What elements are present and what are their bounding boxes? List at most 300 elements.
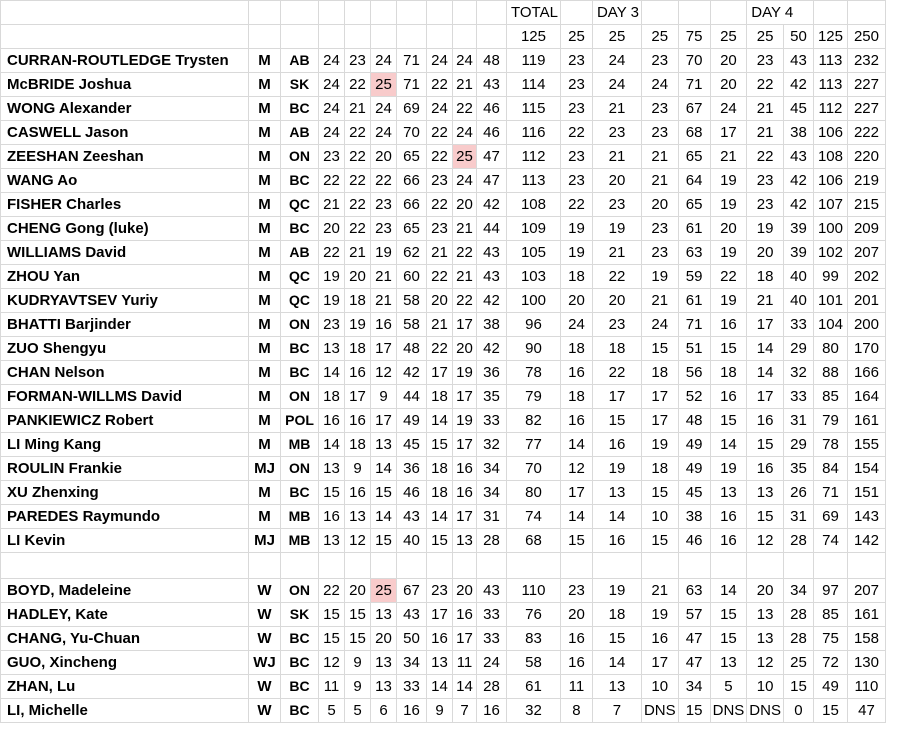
total-score[interactable]: 20 — [710, 73, 747, 97]
empty-cell[interactable] — [507, 553, 561, 579]
total-score[interactable]: 18 — [641, 457, 678, 481]
round-score[interactable]: 23 — [319, 145, 345, 169]
header-max-value[interactable]: 50 — [783, 25, 813, 49]
athlete-gender[interactable]: M — [249, 49, 281, 73]
total-score[interactable]: 17 — [560, 481, 592, 505]
round-score[interactable]: 21 — [453, 265, 477, 289]
round-score[interactable]: 17 — [427, 603, 453, 627]
total-score[interactable]: 20 — [641, 193, 678, 217]
total-score[interactable]: 59 — [678, 265, 710, 289]
total-score[interactable]: 43 — [783, 49, 813, 73]
round-score[interactable]: 23 — [371, 193, 397, 217]
round-score[interactable]: 19 — [453, 361, 477, 385]
total-score[interactable]: 22 — [747, 145, 784, 169]
athlete-province[interactable]: ON — [281, 313, 319, 337]
round-score[interactable]: 34 — [477, 457, 507, 481]
round-score[interactable]: 32 — [477, 433, 507, 457]
total-score[interactable]: 16 — [747, 409, 784, 433]
round-score[interactable]: 21 — [371, 289, 397, 313]
athlete-gender[interactable]: M — [249, 505, 281, 529]
round-score[interactable]: 44 — [397, 385, 427, 409]
round-score[interactable]: 14 — [427, 409, 453, 433]
total-score[interactable]: 23 — [560, 73, 592, 97]
athlete-province[interactable]: POL — [281, 409, 319, 433]
round-score[interactable]: 21 — [453, 217, 477, 241]
total-score[interactable]: 28 — [783, 529, 813, 553]
total-score[interactable]: 23 — [560, 49, 592, 73]
total-score[interactable]: 22 — [710, 265, 747, 289]
total-score[interactable]: 18 — [710, 361, 747, 385]
round-score[interactable]: 16 — [345, 409, 371, 433]
round-score[interactable]: 7 — [453, 699, 477, 723]
header-cell-empty[interactable] — [345, 1, 371, 25]
total-score[interactable]: 76 — [507, 603, 561, 627]
total-score[interactable]: 100 — [813, 217, 847, 241]
total-score[interactable]: 61 — [678, 289, 710, 313]
total-score[interactable]: 42 — [783, 169, 813, 193]
round-score[interactable]: 14 — [427, 505, 453, 529]
total-score[interactable]: 16 — [560, 409, 592, 433]
total-score[interactable]: 21 — [710, 145, 747, 169]
total-score[interactable]: 110 — [507, 579, 561, 603]
total-score[interactable]: 227 — [847, 97, 885, 121]
round-score[interactable]: 17 — [371, 337, 397, 361]
round-score[interactable]: 15 — [427, 433, 453, 457]
athlete-province[interactable]: BC — [281, 361, 319, 385]
athlete-gender[interactable]: MJ — [249, 457, 281, 481]
athlete-province[interactable]: SK — [281, 603, 319, 627]
round-score[interactable]: 42 — [477, 193, 507, 217]
total-score[interactable]: 20 — [560, 603, 592, 627]
total-score[interactable]: 42 — [783, 193, 813, 217]
round-score[interactable]: 9 — [345, 651, 371, 675]
athlete-province[interactable]: AB — [281, 121, 319, 145]
total-score[interactable]: 14 — [710, 579, 747, 603]
round-score[interactable]: 5 — [319, 699, 345, 723]
round-score[interactable]: 16 — [319, 505, 345, 529]
athlete-gender[interactable]: M — [249, 193, 281, 217]
round-score[interactable]: 22 — [345, 169, 371, 193]
round-score[interactable]: 22 — [319, 241, 345, 265]
athlete-name[interactable]: PANKIEWICZ Robert — [1, 409, 249, 433]
round-score[interactable]: 20 — [427, 289, 453, 313]
round-score[interactable]: 19 — [319, 289, 345, 313]
total-score[interactable]: 17 — [747, 385, 784, 409]
round-score[interactable]: 46 — [477, 97, 507, 121]
round-score[interactable]: 21 — [427, 313, 453, 337]
round-score[interactable]: 22 — [319, 579, 345, 603]
round-score[interactable]: 17 — [453, 313, 477, 337]
athlete-province[interactable]: MB — [281, 505, 319, 529]
total-score[interactable]: 74 — [507, 505, 561, 529]
round-score[interactable]: 22 — [345, 145, 371, 169]
round-score[interactable]: 24 — [319, 97, 345, 121]
total-score[interactable]: 142 — [847, 529, 885, 553]
round-score[interactable]: 15 — [319, 481, 345, 505]
round-score[interactable]: 16 — [477, 699, 507, 723]
total-score[interactable]: 24 — [560, 313, 592, 337]
total-score[interactable]: 19 — [710, 193, 747, 217]
round-score[interactable]: 24 — [319, 49, 345, 73]
total-score[interactable]: 20 — [592, 289, 641, 313]
round-score[interactable]: 9 — [345, 675, 371, 699]
total-score[interactable]: 38 — [678, 505, 710, 529]
round-score[interactable]: 16 — [453, 481, 477, 505]
round-score[interactable]: 16 — [427, 627, 453, 651]
header-max-value[interactable]: 75 — [678, 25, 710, 49]
total-score[interactable]: 19 — [592, 579, 641, 603]
athlete-gender[interactable]: M — [249, 169, 281, 193]
total-score[interactable]: 158 — [847, 627, 885, 651]
total-score[interactable]: 21 — [641, 579, 678, 603]
total-score[interactable]: 15 — [710, 337, 747, 361]
header-cell-empty[interactable] — [1, 1, 249, 25]
round-score[interactable]: 18 — [345, 433, 371, 457]
round-score[interactable]: 23 — [345, 49, 371, 73]
total-score[interactable]: 79 — [507, 385, 561, 409]
total-score[interactable]: 101 — [813, 289, 847, 313]
total-score[interactable]: 49 — [678, 457, 710, 481]
round-score[interactable]: 50 — [397, 627, 427, 651]
total-score[interactable]: 24 — [592, 49, 641, 73]
total-score[interactable]: 34 — [783, 579, 813, 603]
total-score[interactable]: 26 — [783, 481, 813, 505]
total-score[interactable]: 108 — [813, 145, 847, 169]
round-score[interactable]: 22 — [427, 73, 453, 97]
total-score[interactable]: 23 — [560, 169, 592, 193]
total-score[interactable]: 15 — [813, 699, 847, 723]
athlete-name[interactable]: WILLIAMS David — [1, 241, 249, 265]
round-score[interactable]: 25 — [371, 579, 397, 603]
round-score[interactable]: 17 — [427, 361, 453, 385]
round-score[interactable]: 48 — [477, 49, 507, 73]
total-score[interactable]: 97 — [813, 579, 847, 603]
athlete-province[interactable]: BC — [281, 337, 319, 361]
total-score[interactable]: 69 — [813, 505, 847, 529]
round-score[interactable]: 15 — [345, 603, 371, 627]
total-score[interactable]: 21 — [641, 145, 678, 169]
round-score[interactable]: 42 — [477, 289, 507, 313]
round-score[interactable]: 24 — [371, 97, 397, 121]
total-score[interactable]: DNS — [641, 699, 678, 723]
athlete-gender[interactable]: M — [249, 97, 281, 121]
round-score[interactable]: 22 — [345, 121, 371, 145]
round-score[interactable]: 71 — [397, 73, 427, 97]
total-score[interactable]: 17 — [710, 121, 747, 145]
total-score[interactable]: 82 — [507, 409, 561, 433]
round-score[interactable]: 42 — [397, 361, 427, 385]
round-score[interactable]: 19 — [345, 313, 371, 337]
total-score[interactable]: 18 — [560, 337, 592, 361]
athlete-gender[interactable]: M — [249, 289, 281, 313]
total-score[interactable]: 154 — [847, 457, 885, 481]
total-score[interactable]: 80 — [507, 481, 561, 505]
round-score[interactable]: 43 — [477, 241, 507, 265]
total-score[interactable]: DNS — [710, 699, 747, 723]
total-score[interactable]: 61 — [678, 217, 710, 241]
total-score[interactable]: 20 — [592, 169, 641, 193]
header-cell-empty[interactable] — [249, 1, 281, 25]
total-score[interactable]: 151 — [847, 481, 885, 505]
round-score[interactable]: 48 — [397, 337, 427, 361]
header-cell-empty[interactable] — [678, 1, 710, 25]
round-score[interactable]: 18 — [427, 385, 453, 409]
empty-cell[interactable] — [783, 553, 813, 579]
total-score[interactable]: 68 — [678, 121, 710, 145]
round-score[interactable]: 9 — [371, 385, 397, 409]
round-score[interactable]: 67 — [397, 579, 427, 603]
round-score[interactable]: 22 — [427, 121, 453, 145]
round-score[interactable]: 43 — [477, 73, 507, 97]
total-score[interactable]: 21 — [747, 121, 784, 145]
round-score[interactable]: 65 — [397, 217, 427, 241]
total-score[interactable]: 5 — [710, 675, 747, 699]
round-score[interactable]: 49 — [397, 409, 427, 433]
total-score[interactable]: 13 — [592, 675, 641, 699]
round-score[interactable]: 45 — [397, 433, 427, 457]
total-score[interactable]: 40 — [783, 289, 813, 313]
total-score[interactable]: 16 — [560, 627, 592, 651]
round-score[interactable]: 58 — [397, 289, 427, 313]
total-score[interactable]: 155 — [847, 433, 885, 457]
total-score[interactable]: 23 — [592, 313, 641, 337]
header-max-value[interactable]: 250 — [847, 25, 885, 49]
total-score[interactable]: 15 — [592, 409, 641, 433]
total-score[interactable]: 15 — [678, 699, 710, 723]
total-score[interactable]: 19 — [641, 433, 678, 457]
total-score[interactable]: 63 — [678, 579, 710, 603]
round-score[interactable]: 20 — [371, 145, 397, 169]
round-score[interactable]: 15 — [319, 603, 345, 627]
total-score[interactable]: 222 — [847, 121, 885, 145]
round-score[interactable]: 20 — [453, 193, 477, 217]
round-score[interactable]: 47 — [477, 169, 507, 193]
round-score[interactable]: 20 — [371, 627, 397, 651]
total-score[interactable]: 15 — [641, 337, 678, 361]
total-score[interactable]: 16 — [710, 385, 747, 409]
total-score[interactable]: 23 — [592, 193, 641, 217]
header-cell-empty[interactable] — [427, 25, 453, 49]
total-score[interactable]: 109 — [507, 217, 561, 241]
header-max-value[interactable]: 25 — [710, 25, 747, 49]
round-score[interactable]: 15 — [371, 481, 397, 505]
round-score[interactable]: 15 — [345, 627, 371, 651]
total-score[interactable]: 15 — [710, 627, 747, 651]
athlete-gender[interactable]: M — [249, 241, 281, 265]
total-score[interactable]: 23 — [747, 193, 784, 217]
round-score[interactable]: 14 — [371, 505, 397, 529]
round-score[interactable]: 6 — [371, 699, 397, 723]
round-score[interactable]: 16 — [345, 361, 371, 385]
total-score[interactable]: 17 — [641, 385, 678, 409]
total-score[interactable]: 16 — [710, 529, 747, 553]
total-score[interactable]: 23 — [560, 579, 592, 603]
empty-cell[interactable] — [641, 553, 678, 579]
total-score[interactable]: 65 — [678, 193, 710, 217]
total-score[interactable]: 20 — [710, 49, 747, 73]
round-score[interactable]: 13 — [453, 529, 477, 553]
total-score[interactable]: 51 — [678, 337, 710, 361]
athlete-province[interactable]: BC — [281, 481, 319, 505]
header-max-value[interactable]: 25 — [592, 25, 641, 49]
round-score[interactable]: 16 — [371, 313, 397, 337]
total-score[interactable]: 70 — [507, 457, 561, 481]
round-score[interactable]: 13 — [319, 457, 345, 481]
round-score[interactable]: 24 — [371, 49, 397, 73]
athlete-province[interactable]: BC — [281, 627, 319, 651]
round-score[interactable]: 19 — [453, 409, 477, 433]
round-score[interactable]: 24 — [453, 49, 477, 73]
total-score[interactable]: 32 — [507, 699, 561, 723]
total-score[interactable]: 21 — [747, 289, 784, 313]
total-score[interactable]: 52 — [678, 385, 710, 409]
total-score[interactable]: 14 — [747, 361, 784, 385]
header-day4[interactable]: DAY 4 — [747, 1, 814, 25]
total-score[interactable]: 83 — [507, 627, 561, 651]
athlete-name[interactable]: GUO, Xincheng — [1, 651, 249, 675]
total-score[interactable]: 20 — [710, 217, 747, 241]
athlete-province[interactable]: BC — [281, 699, 319, 723]
total-score[interactable]: 68 — [507, 529, 561, 553]
total-score[interactable]: 113 — [813, 49, 847, 73]
total-score[interactable]: 13 — [710, 481, 747, 505]
round-score[interactable]: 12 — [345, 529, 371, 553]
total-score[interactable]: 16 — [560, 651, 592, 675]
athlete-gender[interactable]: M — [249, 409, 281, 433]
round-score[interactable]: 16 — [453, 603, 477, 627]
total-score[interactable]: 164 — [847, 385, 885, 409]
athlete-name[interactable]: CHENG Gong (luke) — [1, 217, 249, 241]
empty-cell[interactable] — [813, 553, 847, 579]
round-score[interactable]: 14 — [371, 457, 397, 481]
header-cell-empty[interactable] — [1, 25, 249, 49]
total-score[interactable]: 161 — [847, 603, 885, 627]
athlete-gender[interactable]: W — [249, 579, 281, 603]
total-score[interactable]: 71 — [678, 73, 710, 97]
total-score[interactable]: 24 — [641, 313, 678, 337]
athlete-province[interactable]: QC — [281, 289, 319, 313]
header-max-value[interactable]: 25 — [641, 25, 678, 49]
total-score[interactable]: 74 — [813, 529, 847, 553]
total-score[interactable]: 85 — [813, 385, 847, 409]
header-cell-empty[interactable] — [371, 25, 397, 49]
total-score[interactable]: 33 — [783, 313, 813, 337]
athlete-gender[interactable]: M — [249, 73, 281, 97]
header-cell-empty[interactable] — [427, 1, 453, 25]
total-score[interactable]: 79 — [813, 409, 847, 433]
round-score[interactable]: 12 — [319, 651, 345, 675]
header-cell-empty[interactable] — [319, 1, 345, 25]
athlete-province[interactable]: BC — [281, 97, 319, 121]
total-score[interactable]: 10 — [641, 505, 678, 529]
total-score[interactable]: 80 — [813, 337, 847, 361]
round-score[interactable]: 33 — [477, 409, 507, 433]
round-score[interactable]: 46 — [477, 121, 507, 145]
athlete-name[interactable]: FISHER Charles — [1, 193, 249, 217]
round-score[interactable]: 23 — [371, 217, 397, 241]
total-score[interactable]: 16 — [710, 505, 747, 529]
round-score[interactable]: 18 — [427, 457, 453, 481]
total-score[interactable]: 85 — [813, 603, 847, 627]
athlete-gender[interactable]: M — [249, 481, 281, 505]
empty-cell[interactable] — [427, 553, 453, 579]
header-cell-empty[interactable] — [477, 1, 507, 25]
round-score[interactable]: 22 — [453, 97, 477, 121]
round-score[interactable]: 13 — [371, 651, 397, 675]
empty-cell[interactable] — [477, 553, 507, 579]
empty-cell[interactable] — [371, 553, 397, 579]
round-score[interactable]: 22 — [427, 193, 453, 217]
athlete-gender[interactable]: W — [249, 627, 281, 651]
round-score[interactable]: 19 — [319, 265, 345, 289]
header-cell-empty[interactable] — [477, 25, 507, 49]
athlete-gender[interactable]: M — [249, 385, 281, 409]
total-score[interactable]: 10 — [641, 675, 678, 699]
total-score[interactable]: 200 — [847, 313, 885, 337]
total-score[interactable]: 29 — [783, 433, 813, 457]
round-score[interactable]: 21 — [453, 73, 477, 97]
total-score[interactable]: 22 — [560, 121, 592, 145]
total-score[interactable]: 31 — [783, 505, 813, 529]
total-score[interactable]: 61 — [507, 675, 561, 699]
total-score[interactable]: 24 — [641, 73, 678, 97]
header-cell-empty[interactable] — [641, 1, 678, 25]
athlete-name[interactable]: CHAN Nelson — [1, 361, 249, 385]
total-score[interactable]: 15 — [641, 529, 678, 553]
total-score[interactable]: 17 — [747, 313, 784, 337]
total-score[interactable]: 19 — [560, 217, 592, 241]
header-cell-empty[interactable] — [847, 1, 885, 25]
total-score[interactable]: 19 — [710, 241, 747, 265]
athlete-name[interactable]: CHANG, Yu-Chuan — [1, 627, 249, 651]
total-score[interactable]: 19 — [710, 169, 747, 193]
total-score[interactable]: 19 — [641, 265, 678, 289]
total-score[interactable]: 130 — [847, 651, 885, 675]
total-score[interactable]: 64 — [678, 169, 710, 193]
total-score[interactable]: 17 — [592, 385, 641, 409]
total-score[interactable]: 116 — [507, 121, 561, 145]
total-score[interactable]: 47 — [847, 699, 885, 723]
total-score[interactable]: 70 — [678, 49, 710, 73]
total-score[interactable]: 16 — [592, 433, 641, 457]
total-score[interactable]: 16 — [592, 529, 641, 553]
athlete-name[interactable]: KUDRYAVTSEV Yuriy — [1, 289, 249, 313]
athlete-name[interactable]: ZUO Shengyu — [1, 337, 249, 361]
total-score[interactable]: 219 — [847, 169, 885, 193]
total-score[interactable]: 20 — [747, 579, 784, 603]
round-score[interactable]: 43 — [477, 579, 507, 603]
total-score[interactable]: 166 — [847, 361, 885, 385]
round-score[interactable]: 24 — [453, 121, 477, 145]
round-score[interactable]: 34 — [397, 651, 427, 675]
round-score[interactable]: 35 — [477, 385, 507, 409]
round-score[interactable]: 22 — [345, 73, 371, 97]
round-score[interactable]: 33 — [477, 603, 507, 627]
round-score[interactable]: 13 — [319, 529, 345, 553]
total-score[interactable]: 15 — [710, 409, 747, 433]
total-score[interactable]: 100 — [507, 289, 561, 313]
total-score[interactable]: 108 — [507, 193, 561, 217]
total-score[interactable]: 15 — [710, 603, 747, 627]
empty-cell[interactable] — [1, 553, 249, 579]
athlete-province[interactable]: BC — [281, 217, 319, 241]
round-score[interactable]: 21 — [319, 193, 345, 217]
total-score[interactable]: 18 — [592, 603, 641, 627]
round-score[interactable]: 13 — [427, 651, 453, 675]
total-score[interactable]: 42 — [783, 73, 813, 97]
round-score[interactable]: 15 — [371, 529, 397, 553]
total-score[interactable]: 209 — [847, 217, 885, 241]
